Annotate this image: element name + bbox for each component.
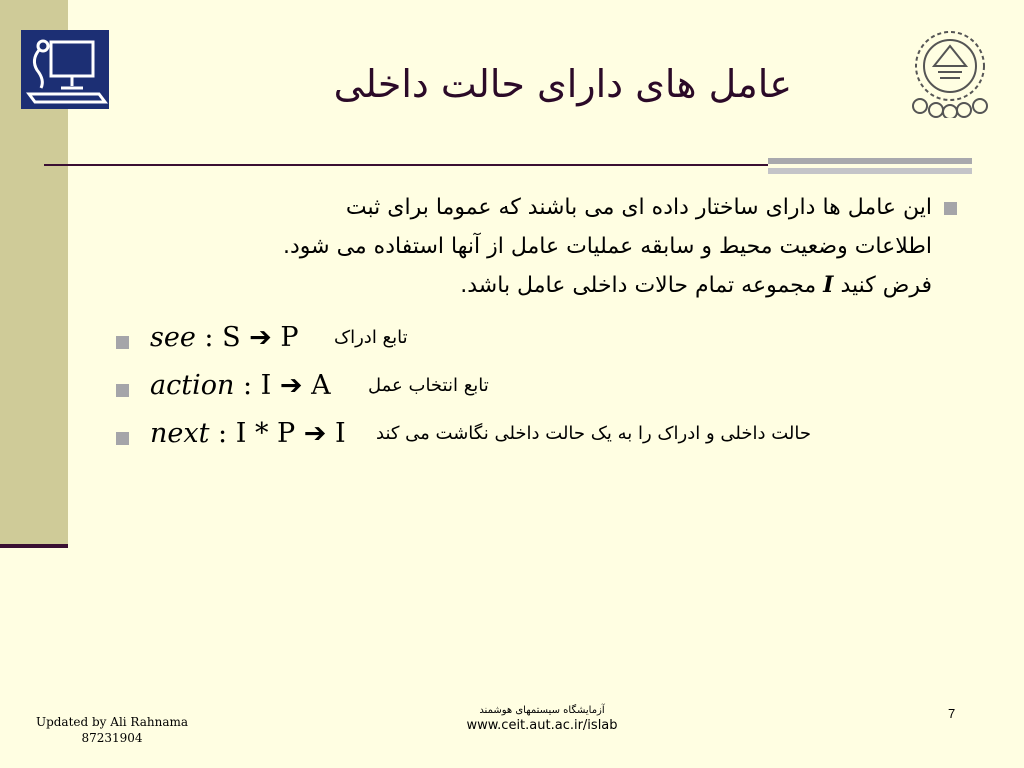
arrow-right-icon: ➔ [303, 418, 327, 449]
bullet-square-icon [944, 202, 957, 215]
bullet-square-icon [116, 432, 129, 445]
footer-author [30, 714, 194, 746]
arrow-right-icon: ➔ [279, 370, 303, 401]
description-action: تابع انتخاب عمل [368, 375, 489, 396]
function-name: next [150, 418, 210, 449]
function-name: see [150, 322, 196, 353]
description-see: تابع ادراک [334, 327, 408, 348]
function-output: I [326, 418, 346, 449]
lab-url: www.ceit.aut.ac.ir/islab [466, 718, 618, 733]
bullet-square-icon [116, 336, 129, 349]
paragraph-line-3 [132, 266, 932, 305]
lab-name: آزمایشگاه سیستمهای هوشمند [479, 705, 605, 716]
function-signature: : I * P [209, 418, 304, 449]
function-name: action [150, 370, 235, 401]
page-number: 7 [948, 706, 956, 721]
set-variable-i: I [823, 272, 834, 298]
formula-next [150, 418, 346, 449]
intro-paragraph [132, 188, 932, 305]
author-id: 87231904 [81, 731, 143, 745]
function-signature: : I [234, 370, 280, 401]
paragraph-line-1: این عامل ها دارای ساختار داده ای می باشند که عموما برای ثبت [345, 195, 932, 220]
bullet-square-icon [116, 384, 129, 397]
arrow-right-icon: ➔ [249, 322, 272, 353]
paragraph-line-2: اطلاعات وضعیت محیط و سابقه عملیات عامل از آنها استفاده می شود. [282, 234, 932, 259]
function-signature: : S [195, 322, 250, 353]
function-output: P [271, 322, 299, 353]
formula-see [150, 322, 299, 353]
university-emblem-icon [904, 26, 996, 118]
paragraph-line-3-end: مجموعه تمام حالات داخلی عامل باشد. [460, 273, 824, 298]
paragraph-line-3-start: فرض کنید [833, 273, 932, 298]
title-underline [44, 164, 768, 166]
side-divider [0, 544, 68, 548]
footer-lab [440, 704, 644, 734]
author-name: Updated by Ali Rahnama [35, 715, 189, 729]
lab-computer-logo-icon [21, 30, 109, 109]
title-accent-bars [768, 158, 972, 178]
formula-action [150, 370, 331, 401]
function-output: A [302, 370, 331, 401]
slide-title: عامل های دارای حالت داخلی [333, 62, 792, 106]
description-next: حالت داخلی و ادراک را به یک حالت داخلی نگاشت می کند [376, 423, 811, 444]
